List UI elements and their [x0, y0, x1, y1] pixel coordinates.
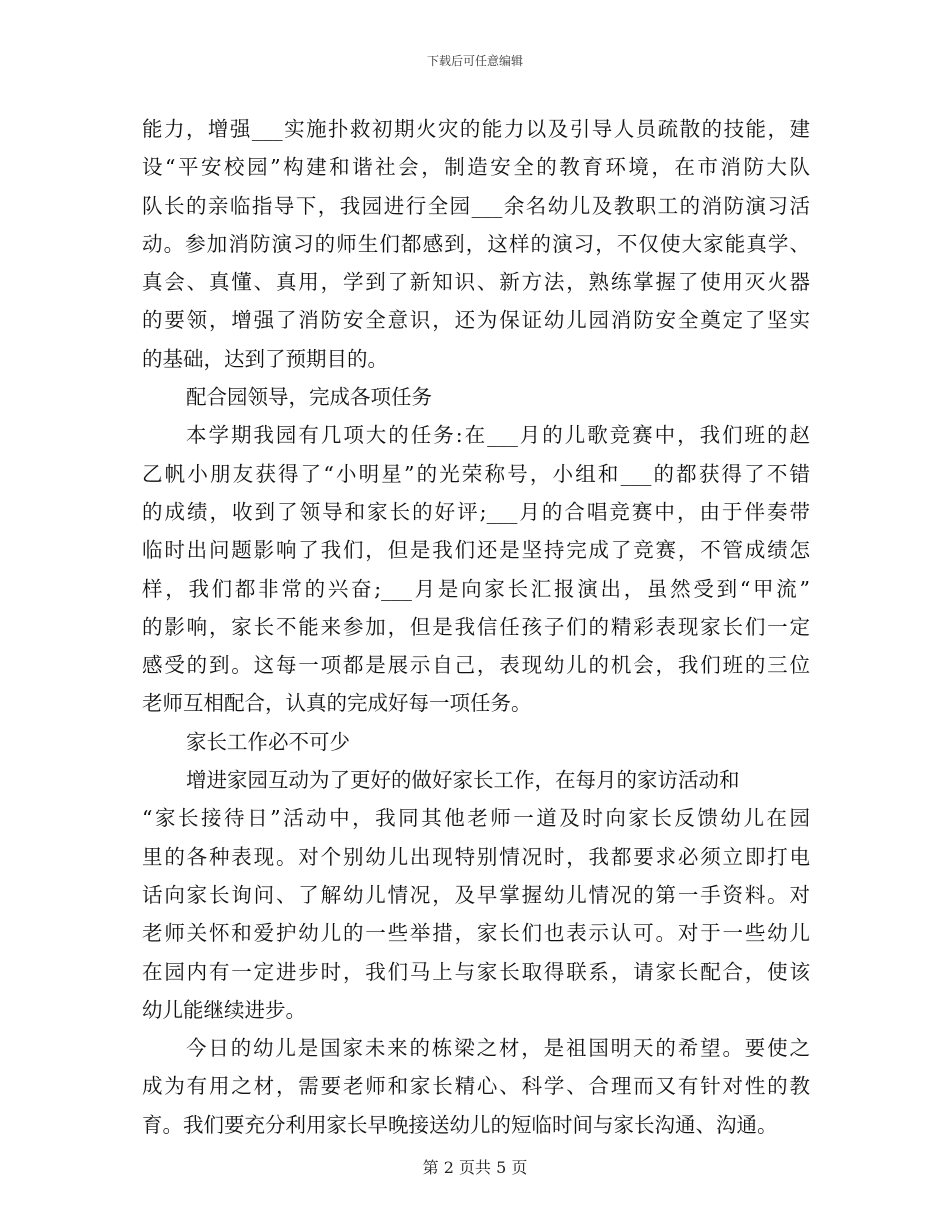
document-body [142, 110, 810, 1144]
text-line: 今日的幼儿是国家未来的栋梁之材，是祖国明天的希望。要使之 [186, 1036, 810, 1061]
text-line: 临时出问题影响了我们，但是我们还是坚持完成了竞赛，不管成绩怎 [142, 538, 810, 563]
text-line: “家长接待日”活动中，我同其他老师一道及时向家长反馈幼儿在园 [142, 806, 810, 831]
text-line: 的要领，增强了消防安全意识，还为保证幼儿园消防安全奠定了坚实 [142, 308, 810, 333]
text-line: 的基础，达到了预期目的。 [142, 346, 388, 371]
text-line: 样，我们都非常的兴奋;___月是向家长汇报演出，虽然受到“甲流” [142, 576, 810, 601]
text-line: 话向家长询问、了解幼儿情况，及早掌握幼儿情况的第一手资料。对 [142, 882, 810, 907]
section-heading: 配合园领导，完成各项任务 [186, 385, 432, 410]
text-line: 队长的亲临指导下，我园进行全园___余名幼儿及教职工的消防演习活 [142, 193, 810, 218]
text-line: 能力，增强___实施扑救初期火灾的能力以及引导人员疏散的技能，建 [142, 117, 810, 141]
text-line: 真会、真懂、真用，学到了新知识、新方法，熟练掌握了使用灭火器 [142, 270, 810, 295]
text-line: 乙帆小朋友获得了“小明星”的光荣称号，小组和___的都获得了不错 [142, 461, 810, 486]
text-line: 增进家园互动为了更好的做好家长工作，在每月的家访活动和 [186, 768, 740, 793]
text-line: 幼儿能继续进步。 [142, 997, 306, 1022]
text-line: 本学期我园有几项大的任务:在___月的儿歌竞赛中，我们班的赵 [186, 423, 810, 448]
text-line: 老师关怀和爱护幼儿的一些举措，家长们也表示认可。对于一些幼儿 [142, 921, 810, 946]
text-line: 感受的到。这每一项都是展示自己，表现幼儿的机会，我们班的三位 [142, 653, 810, 678]
page-footer: 第 2 页共 5 页 [422, 1158, 528, 1177]
text-line: 育。我们要充分利用家长早晚接送幼儿的短临时间与家长沟通、沟通。 [142, 1112, 778, 1137]
text-line: 设“平安校园”构建和谐社会，制造安全的教育环境，在市消防大队 [142, 155, 810, 180]
text-line: 的成绩，收到了领导和家长的好评;___月的合唱竞赛中，由于伴奏带 [142, 499, 810, 524]
section-heading: 家长工作必不可少 [186, 729, 350, 754]
text-line: 成为有用之材，需要老师和家长精心、科学、合理而又有针对性的教 [142, 1074, 810, 1099]
text-line: 老师互相配合，认真的完成好每一项任务。 [142, 691, 532, 716]
text-line: 的影响，家长不能来参加，但是我信任孩子们的精彩表现家长们一定 [142, 614, 810, 639]
text-line: 动。参加消防演习的师生们都感到，这样的演习，不仅使大家能真学、 [142, 231, 810, 256]
text-line: 里的各种表现。对个别幼儿出现特别情况时，我都要求必须立即打电 [142, 844, 810, 869]
text-line: 在园内有一定进步时，我们马上与家长取得联系，请家长配合，使该 [142, 959, 810, 984]
page-header: 下载后可任意编辑 [426, 54, 523, 68]
